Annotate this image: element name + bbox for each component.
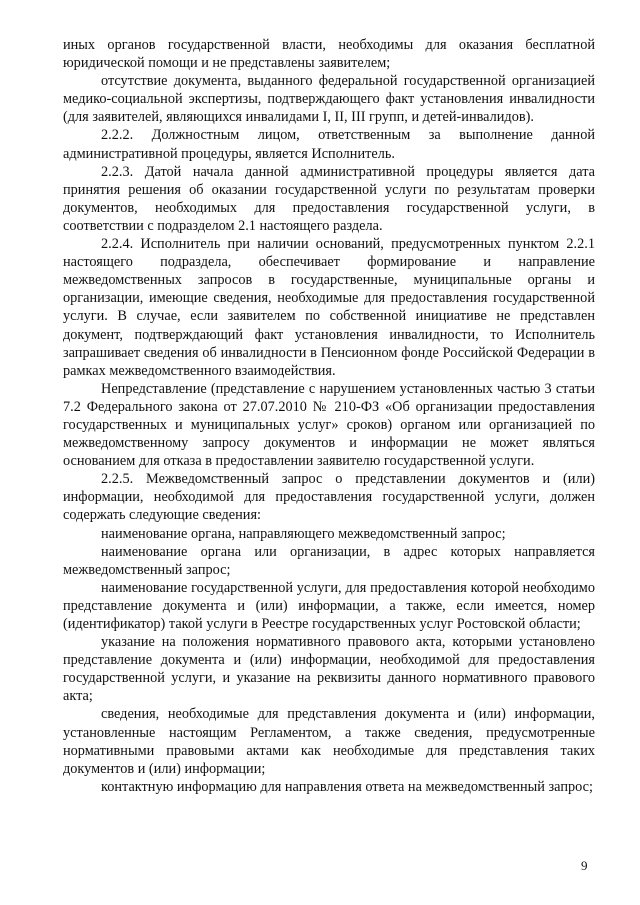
paragraph: указание на положения нормативного правового акта, которыми установлено представление документа и (или) информации, необходимой для предоставления государственной услуги, и указание на реквизиты данного нормативного правового акта; (63, 634, 595, 705)
paragraph: 2.2.3. Датой начала данной административной процедуры является дата принятия решения об оказании государственной услуги по результатам проверки документов, необходимых для предоставления государственной услуги, в соответствии с подразделом 2.1 настоящего раздела. (63, 163, 595, 234)
page-number: 9 (581, 858, 588, 873)
paragraph: Непредставление (представление с нарушением установленных частью 3 статьи 7.2 Федерального закона от 27.07.2010 № 210-ФЗ «Об организации предоставления государственных и муниципальных услуг» сроков) органом или организацией по межведомственному запросу документов и информации не может являться основанием для отказа в предоставлении заявителю государственной услуги. (63, 380, 595, 470)
paragraph: 2.2.4. Исполнитель при наличии оснований, предусмотренных пунктом 2.2.1 настоящего подраздела, обеспечивает формирование и направление межведомственных запросов в государственные, муниципальные органы и организации, имеющие сведения, необходимые для предоставления государственной услуги. В случае, если заявителем по собственной инициативе не представлен документ, подтверждающий факт установления инвалидности, то Исполнитель запрашивает сведения об инвалидности в Пенсионном фонде Российской Федерации в рамках межведомственного взаимодействия. (63, 236, 595, 379)
paragraph: наименование государственной услуги, для предоставления которой необходимо представление документа и (или) информации, а также, если имеется, номер (идентификатор) такой услуги в Реестре государственных услуг Ростовской области; (63, 579, 595, 632)
paragraph: сведения, необходимые для представления документа и (или) информации, установленные настоящим Регламентом, а также сведения, предусмотренные нормативными правовыми актами как необходимые для представления таких документов и (или) информации; (63, 706, 595, 777)
paragraph: иных органов государственной власти, необходимы для оказания бесплатной юридической помощи и не представлены заявителем; (63, 37, 595, 72)
paragraph: 2.2.5. Межведомственный запрос о представлении документов и (или) информации, необходимой для предоставления государственной услуги, должен содержать следующие сведения: (63, 471, 595, 524)
paragraph: отсутствие документа, выданного федеральной государственной организацией медико-социальной экспертизы, подтверждающего факт установления инвалидности (для заявителей, являющихся инвалидами I, II, III групп, и детей-инвалидов). (63, 73, 595, 126)
paragraph: наименование органа, направляющего межведомственный запрос; (101, 525, 506, 542)
paragraph: контактную информацию для направления ответа на межведомственный запрос; (101, 778, 593, 795)
document-page (63, 36, 595, 796)
paragraph: 2.2.2. Должностным лицом, ответственным за выполнение данной административной процедуры, является Исполнитель. (63, 127, 595, 162)
paragraph: наименование органа или организации, в адрес которых направляется межведомственный запрос; (63, 543, 595, 578)
